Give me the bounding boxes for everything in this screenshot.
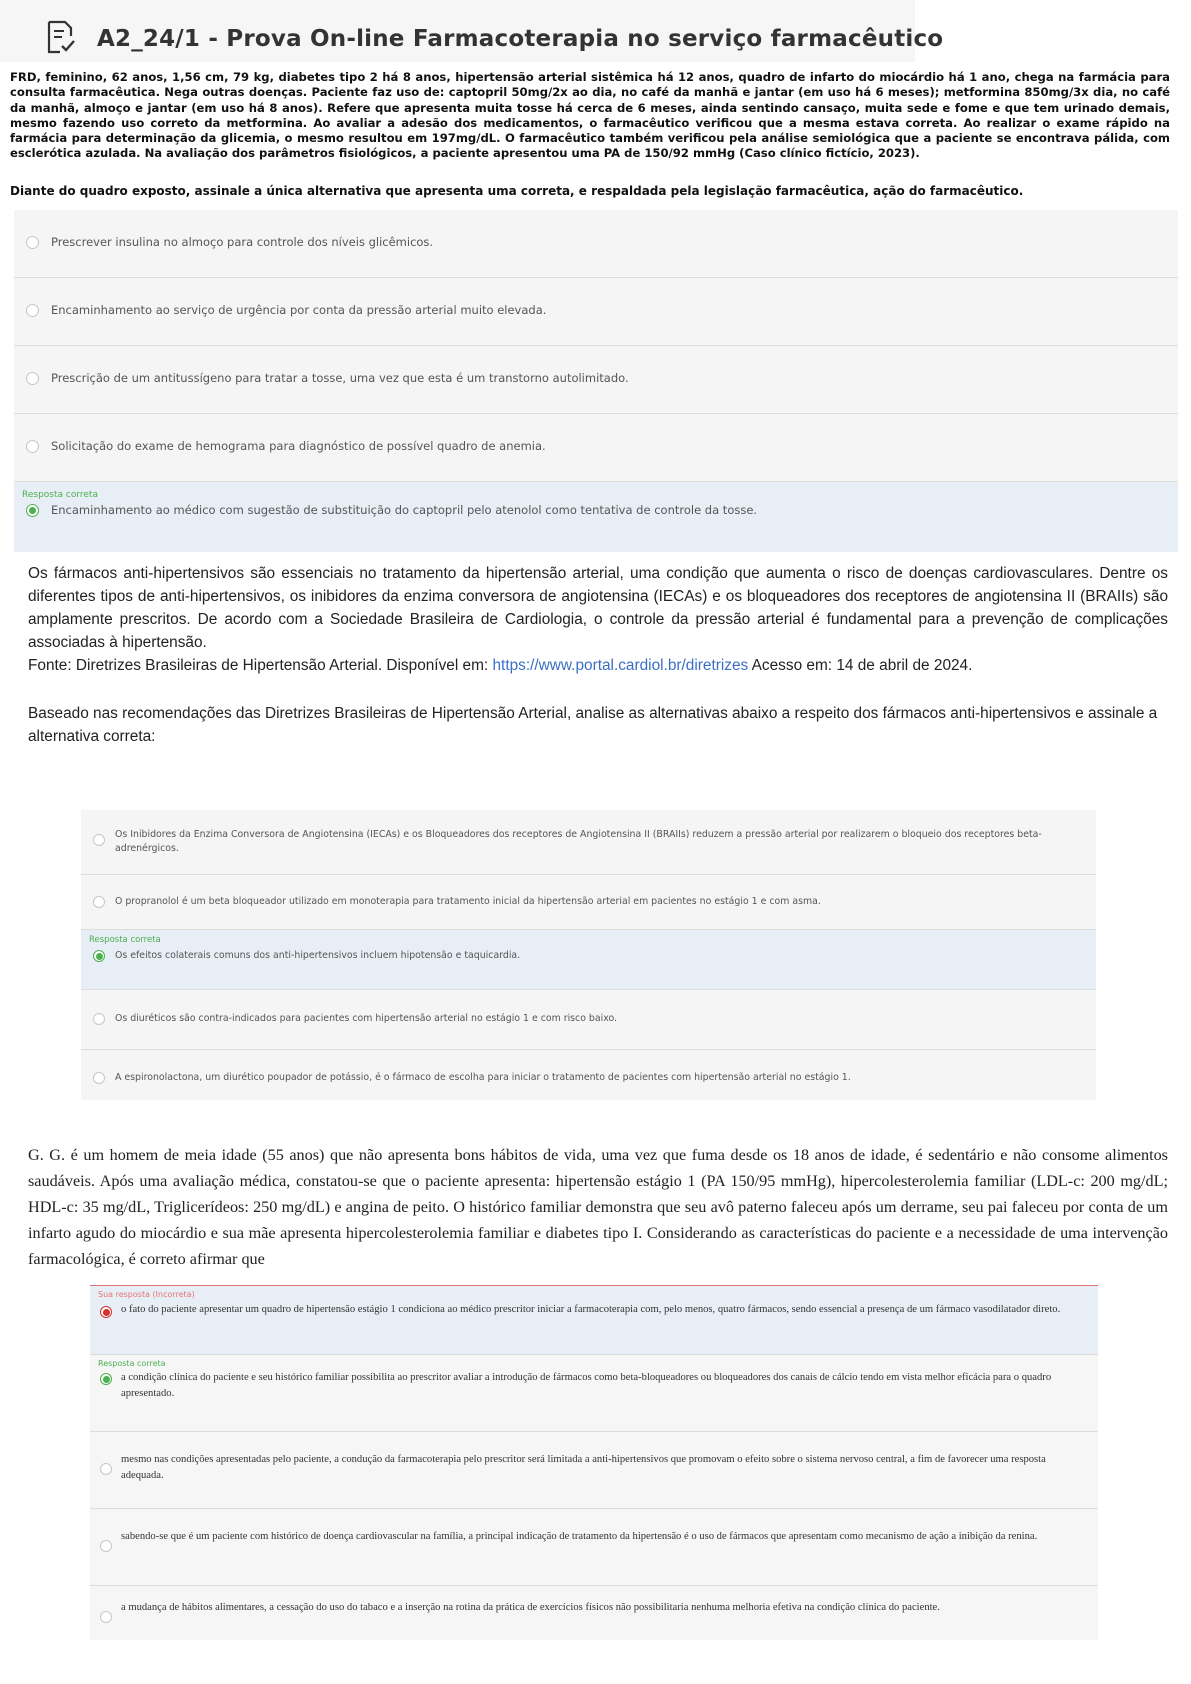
- q3-option-b[interactable]: [90, 1355, 1098, 1432]
- radio-button[interactable]: [93, 896, 105, 908]
- q2-option-e[interactable]: [81, 1050, 1096, 1100]
- option-text: A espironolactona, um diurético poupador de potássio, é o fármaco de escolha para iniciar o tratamento de pacientes com hipertensão arterial no estágio 1.: [115, 1072, 851, 1083]
- radio-button-selected[interactable]: [26, 504, 39, 517]
- option-text: Prescrever insulina no almoço para controle dos níveis glicêmicos.: [51, 235, 434, 249]
- q3-options: [90, 1285, 1098, 1640]
- q1-options: [14, 210, 1178, 552]
- q3-case-text: G. G. é um homem de meia idade (55 anos) que não apresenta bons hábitos de vida, uma vez que fuma desde os 18 anos de idade, é sedentário e não consome alimentos saudáveis. Após uma avaliação médica, constatou-se que o paciente apresenta: hipertensão estágio 1 (PA 150/95 mmHg), hipercolesterolemia familiar (LDL-c: 200 mg/dL; HDL-c: 35 mg/dL, Triglicerídeos: 250 mg/dL) e angina de peito. O histórico familiar demonstra que seu avô paterno faleceu após um derrame, seu pai faleceu por conta de um infarto agudo do miocárdio e sua mãe apresenta hipercolesterolemia familiar e diabetes tipo I. Considerando as características do paciente e a necessidade de uma intervenção farmacológica, é correto afirmar que: [28, 1146, 1168, 1268]
- q1-option-a[interactable]: [14, 210, 1178, 278]
- q3-option-e[interactable]: [90, 1586, 1098, 1640]
- radio-button-correct[interactable]: [100, 1373, 112, 1385]
- radio-button[interactable]: [26, 236, 39, 249]
- option-text: Solicitação do exame de hemograma para diagnóstico de possível quadro de anemia.: [51, 439, 546, 453]
- q2-prompt: Baseado nas recomendações das Diretrizes Brasileiras de Hipertensão Arterial, analise as alternativas abaixo a respeito dos fármacos anti-hipertensivos e assinale a alternativa correta:: [28, 705, 1158, 745]
- radio-button[interactable]: [100, 1611, 112, 1623]
- radio-button[interactable]: [93, 1072, 105, 1084]
- option-text: Encaminhamento ao médico com sugestão de substituição do captopril pelo atenolol como tentativa de controle da tosse.: [51, 503, 758, 517]
- q2-source-prefix: Fonte: Diretrizes Brasileiras de Hipertensão Arterial. Disponível em:: [28, 657, 493, 674]
- q2-option-a[interactable]: [81, 810, 1096, 875]
- incorrect-answer-label: Sua resposta (Incorreta): [98, 1290, 195, 1299]
- q2-source-suffix: Acesso em: 14 de abril de 2024.: [748, 657, 973, 674]
- radio-button[interactable]: [100, 1463, 112, 1475]
- correct-answer-label: Resposta correta: [98, 1359, 166, 1368]
- q1-option-b[interactable]: [14, 278, 1178, 346]
- option-text: O propranolol é um beta bloqueador utilizado em monoterapia para tratamento inicial da hipertensão arterial em pacientes no estágio 1 e com asma.: [115, 896, 821, 907]
- radio-button[interactable]: [93, 1013, 105, 1025]
- radio-button-selected-wrong[interactable]: [100, 1306, 112, 1318]
- q2-source-link[interactable]: https://www.portal.cardiol.br/diretrizes: [492, 657, 749, 674]
- radio-button[interactable]: [100, 1540, 112, 1552]
- option-text: a condição clínica do paciente e seu histórico familiar possibilita ao prescritor avaliar a introdução de fármacos como beta-bloqueadores ou bloqueadores dos canais de cálcio tendo em vista melhor eficácia para o quadro apresentado.: [121, 1372, 1052, 1399]
- option-text: o fato do paciente apresentar um quadro de hipertensão estágio 1 condiciona ao médico prescritor iniciar a farmacoterapia com, pelo menos, quatro fármacos, sendo essencial a presença de um fármaco vasodilatador direto.: [121, 1304, 1061, 1315]
- q2-intro: [28, 562, 1168, 677]
- radio-button[interactable]: [26, 372, 39, 385]
- q2-options: [81, 810, 1096, 1100]
- option-text: Os efeitos colaterais comuns dos anti-hipertensivos incluem hipotensão e taquicardia.: [115, 950, 521, 961]
- option-text: mesmo nas condições apresentadas pelo paciente, a condução da farmacoterapia pelo prescritor será limitada a anti-hipertensivos que promovam o efeito sobre o sistema nervoso central, a fim de favorecer uma resposta adequada.: [121, 1454, 1046, 1481]
- option-text: a mudança de hábitos alimentares, a cessação do uso do tabaco e a inserção na rotina da prática de exercícios físicos não possibilitaria nenhuma melhoria efetiva na condição clínica do paciente.: [121, 1602, 940, 1613]
- q2-option-c[interactable]: [81, 930, 1096, 990]
- q3-option-a[interactable]: [90, 1286, 1098, 1355]
- correct-answer-label: Resposta correta: [22, 490, 98, 500]
- q2-intro-text: Os fármacos anti-hipertensivos são essenciais no tratamento da hipertensão arterial, uma condição que aumenta o risco de doenças cardiovasculares. Dentre os diferentes tipos de anti-hipertensivos, os inibidores da enzima conversora de angiotensina (IECAs) e os bloqueadores dos receptores de angiotensina II (BRAIIs) são amplamente prescritos. De acordo com a Sociedade Brasileira de Cardiologia, o controle da pressão arterial é fundamental para a prevenção de complicações associadas à hipertensão.: [28, 565, 1168, 651]
- radio-button[interactable]: [26, 440, 39, 453]
- q1-option-c[interactable]: [14, 346, 1178, 414]
- option-text: Os Inibidores da Enzima Conversora de Angiotensina (IECAs) e os Bloqueadores dos receptores de Angiotensina II (BRAIIs) reduzem a pressão arterial por realizarem o bloqueio dos receptores beta-adrenérgicos.: [115, 829, 1042, 854]
- option-text: Encaminhamento ao serviço de urgência por conta da pressão arterial muito elevada.: [51, 303, 547, 317]
- radio-button[interactable]: [26, 304, 39, 317]
- correct-answer-label: Resposta correta: [89, 935, 161, 945]
- page-header: [0, 0, 944, 62]
- q2-option-d[interactable]: [81, 990, 1096, 1050]
- exam-checklist-icon: [46, 20, 76, 54]
- q1-prompt: Diante do quadro exposto, assinale a única alternativa que apresenta uma correta, e respaldada pela legislação farmacêutica, ação do farmacêutico.: [10, 184, 1024, 198]
- q3-option-c[interactable]: [90, 1432, 1098, 1509]
- page-title: A2_24/1 - Prova On-line Farmacoterapia no serviço farmacêutico: [97, 26, 944, 52]
- radio-button-selected[interactable]: [93, 950, 105, 962]
- q1-option-d[interactable]: [14, 414, 1178, 482]
- q2-option-b[interactable]: [81, 875, 1096, 930]
- q1-case-text: FRD, feminino, 62 anos, 1,56 cm, 79 kg, diabetes tipo 2 há 8 anos, hipertensão arterial sistêmica há 12 anos, quadro de infarto do miocárdio há 1 ano, chega na farmácia para consulta farmacêutica. Nega outras doenças. Paciente faz uso de: captopril 50mg/2x ao dia, no café da manhã e jantar (em uso há 6 meses); metformina 850mg/3x dia, no café da manhã, almoço e jantar (em uso há 8 anos). Refere que apresenta muita tosse há cerca de 6 meses, ainda sentindo cansaço, muita sede e fome e que tem urinado demais, mesmo fazendo uso correto da metformina. Ao avaliar a adesão dos medicamentos, o farmacêutico verificou que a mesma estava correta. Ao realizar o exame rápido na farmácia para determinação da glicemia, o mesmo resultou em 197mg/dL. O farmacêutico também verificou pela análise semiológica que a paciente se encontrava pálida, com esclerótica azulada. Na avaliação dos parâmetros fisiológicos, a paciente apresentou uma PA de 150/92 mmHg (Caso clínico fictício, 2023).: [10, 70, 1170, 161]
- option-text: Os diuréticos são contra-indicados para pacientes com hipertensão arterial no estágio 1 e com risco baixo.: [115, 1013, 618, 1024]
- radio-button[interactable]: [93, 834, 105, 846]
- q3-option-d[interactable]: [90, 1509, 1098, 1586]
- q1-option-e[interactable]: [14, 482, 1178, 552]
- option-text: Prescrição de um antitussígeno para tratar a tosse, uma vez que esta é um transtorno autolimitado.: [51, 371, 629, 385]
- option-text: sabendo-se que é um paciente com histórico de doença cardiovascular na família, a principal indicação de tratamento da hipertensão é o uso de fármacos que apresentam como mecanismo de ação a inibição da renina.: [121, 1531, 1038, 1542]
